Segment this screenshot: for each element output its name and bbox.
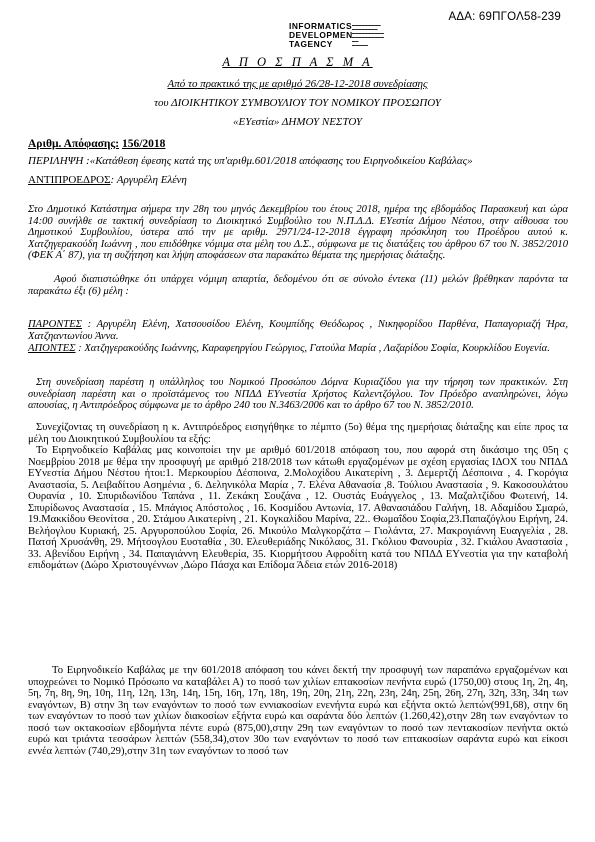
- board-name: του ΔΙΟΙΚΗΤΙΚΟΥ ΣΥΜΒΟΥΛΙΟΥ ΤΟΥ ΝΟΜΙΚΟΥ ΠΡΟΣΩΠΟΥ: [154, 97, 441, 109]
- logo-line: DEVELOPMEN: [289, 30, 353, 40]
- agency-logo: [289, 22, 459, 49]
- absent-names: : Χατζηγερακούδης Ιωάννης, Καραφεηργίου Γεώργιος, Γατούλα Μαρία , Λαζαρίδου Σοφία, Κουρκλίδου Ευγενία.: [78, 343, 550, 354]
- entity-name: «ΕΥεστία» ΔΗΜΟΥ ΝΕΣΤΟΥ: [233, 116, 362, 128]
- absent-label: ΑΠΟΝΤΕΣ: [28, 343, 76, 354]
- decision-number-label: Αριθμ. Απόφασης:: [28, 138, 120, 150]
- present-label: ΠΑΡΟΝΤΕΣ: [28, 319, 82, 330]
- vice-president-label: ΑΝΤΙΠΡΟΕΔΡΟΣ: [28, 174, 111, 186]
- document-title: Α Π Ο Σ Π Α Σ Μ Α: [222, 55, 373, 69]
- body-paragraph-1: Το Ειρηνοδικείο Καβάλας μας κοινοποίει την με αριθμό 601/2018 απόφαση του, που αφορά στη δικάσιμο της 05η ς Νοεμβρίου 2018 με θέμα την προσφυγή με αριθμό 218/2018 των κάτωθι εργαζομένων με σχέση εργασίας ΙΔΟΧ του ΝΠΔΔ ΕΥνεστία Δήμου Νέστου ήτοι:1. Μερκουρίου Δέσποινα, 2.Μολοχίδου Αικατερίνη , 3. Δεμερτζή Δέσποινα , 4. Γκορόγια Αναστασία, 5. Λειβαδίτου Ασημένια , 6. Δεληνικόλα Μαρία , 7. Ελένα Αθανασία ,8. Τούλιου Αναστασία , 9. Κακοσουλάτου Ουρανία , 10. Σπυριδωνίδου Ταπάνα , 11. Ζεκάκη Σουζάνα , 12. Ουστάς Ευάγγελος , 13. Μαζαλτζίδου Φωτεινή, 14. Σπυρίδωνος Αναστασία , 15. Μπάγιος Απόστολος , 16. Κοσμίδου Αντωνία, 17. Αθανασιάδου Γαλήνη, 18. Αδαμίδου Σμαρώ, 19.Μακκίδου Θεονίτσα , 20. Στάμου Αικατερίνη , 21. Κογκαλίδου Μαρίνα, 22.. Θωμαΐδου Σοφία,23.Παπαζόγλου Ειρήνη, 24. Βελήογλου Κυριακή, 25. Αργυροπούλου Σοφία, 26. Μικούλο Μαλγκορζάτα – Γιολάντα, 27. Μακρογιάννη Ευαγγελία , 28. Πατσή Χρυσάνθη, 29. Μήτσογλου Ευσταθία , 30. Ελευθεριάδης Νικόλαος, 31. Γκόλιου Φανουρία , 32. Γκιάλου Αναστασία , 33. Αβενίδου Ειρήνη , 34. Παπαγιάννη Ελευθερία, 35. Κιορμήτσου Αφροδίτη κατά του ΝΠΔΔ ΕΥνεστία για την καταβολή επιδομάτων (Δώρο Χριστουγέννων ,Δώρο Πάσχα και Επίδομα Άδεια ετών 2016-2018): [28, 445, 568, 572]
- intro-paragraph: Συνεχίζοντας τη συνεδρίαση η κ. Αντιπρόεδρος εισηγήθηκε το πέμπτο (5ο) θέμα της ημερήσιας διάταξης και είπε προς τα μέλη του Διοικητικού Συμβουλίου τα εξής:: [28, 422, 568, 445]
- logo-line: INFORMATICS: [289, 21, 353, 31]
- vice-president-name: : Αργυρέλη Ελένη: [110, 174, 187, 186]
- body-paragraph-2: Το Ειρηνοδικείο Καβάλας με την 601/2018 απόφαση του κάνει δεκτή την προσφυγή των παραπάνω εργαζομένων και υποχρεώνει το Νομικό Πρόσωπο να καταβάλει Α) το ποσό των χιλίων επτακοσίων πενήντα ευρώ (1750,00) στους 1η, 2η, 4η, 5η, 7η, 8η, 9η, 10η, 11η, 12η, 13η, 14η, 15η, 16η, 17η, 18η, 19η, 20η, 21η, 22η, 23η, 24η, 25η, 26η, 27η, 32η, 33η, 34η των εναγόντων, Β) στην 3η των εναγόντων το ποσό των εννιακοσίων ενενήντα ευρώ και εξήντα οκτώ λεπτών(991,68), στην 6η των εναγόντων το ποσό των χιλίων διακοσίων εξήντα ευρώ και σαράντα δύο λεπτών (1.260,42),στην 28η των εναγόντων το ποσό των οκτακοσίων εβδομήντα πέντε ευρώ (875,00),στην 29η των εναγόντων το ποσό των πεντακοσίων πενήντα οκτώ ευρώ και τριάντα τεσσάρων λεπτών (558,34),στον 30ο των εναγόντων το ποσό των επτακοσίων σαράντα ευρώ και είκοσι εννέα λεπτών (740,29),στην 31η των εναγόντων το ποσό των: [28, 665, 568, 757]
- quorum-paragraph: Αφού διαπιστώθηκε ότι υπάρχει νόμιμη απαρτία, δεδομένου ότι σε σύνολο έντεκα (11) μελών βρέθηκαν παρόντα τα παρακάτω έξι (6) μέλη :: [28, 274, 568, 297]
- minutes-reference: Από το πρακτικό της με αριθμό 26/28-12-2018 συνεδρίασης: [167, 78, 428, 90]
- decision-number-value: 156/2018: [121, 138, 166, 150]
- vice-president: [28, 175, 568, 187]
- ada-code: ΑΔΑ: 69ΠΓΟΛ58-239: [448, 11, 561, 23]
- logo-line: TAGENCY: [289, 39, 333, 49]
- staff-paragraph: Στη συνεδρίαση παρέστη η υπάλληλος του Νομικού Προσώπου Δόμνα Κυριαζίδου για την τήρηση των πρακτικών. Στη συνεδρίαση παρέστη και ο προϊστάμενος του ΝΠΔΔ ΕΥνεστία Χρήστος Καλεντζόγλου. Τον Πρόεδρο αναπληρώνει, λόγω απουσίας, η Αντιπρόεδρος σύμφωνα με το άρθρο 240 του Ν.3463/2006 και το άρθρο 67 του Ν. 3852/2010.: [28, 377, 568, 412]
- absent-members: [28, 343, 568, 355]
- decision-summary: ΠΕΡΙΛΗΨΗ :«Κατάθεση έφεσης κατά της υπ'αριθμ.601/2018 απόφασης του Ειρηνοδικείου Καβάλας»: [28, 155, 473, 167]
- present-names: : Αργυρέλη Ελένη, Χατσουσίδου Ελένη, Κουμπίδης Θεόδωρος , Νικηφορίδου Παρθένα, Παπαγοριαζή Ήρα, Χατζηαντωνίου Άννα.: [28, 319, 568, 342]
- meeting-paragraph: Στο Δημοτικό Κατάστημα σήμερα την 28η του μηνός Δεκεμβρίου του έτους 2018, ημέρα της εβδομάδος Παρασκευή και ώρα 14:00 συνήλθε σε τακτική συνεδρίαση το Διοικητικό Συμβούλιο του Ν.Π.Δ.Δ. ΕΥεστία Δήμου Νέστου, στην αίθουσα του Δημοτικού Συμβουλίου, ύστερα από την με αριθμ. 2971/24-12-2018 έγγραφη πρόσκληση του Προέδρου αυτού κ. Χατζηγερακούδη Ιωάννη , που επιδόθηκε νόμιμα στα μέλη του Δ.Σ., σύμφωνα με τις διατάξεις του άρθρου 67 του Ν. 3852/2010 (ΦΕΚ Α΄ 87), για τη συζήτηση και λήψη αποφάσεων στα παρακάτω θέματα της ημερήσιας διάταξης.: [28, 204, 568, 262]
- present-members: [28, 319, 568, 342]
- decision-number: [28, 139, 568, 151]
- logo-fine-print: ▬▬▬▬▬▬▬▬▬ ▬▬▬▬▬▬▬▬ ▬▬▬▬▬▬▬▬▬▬ ▬▬▬▬▬▬▬▬▬▬ ▬▬ ▬▬▬▬▬: [352, 23, 384, 47]
